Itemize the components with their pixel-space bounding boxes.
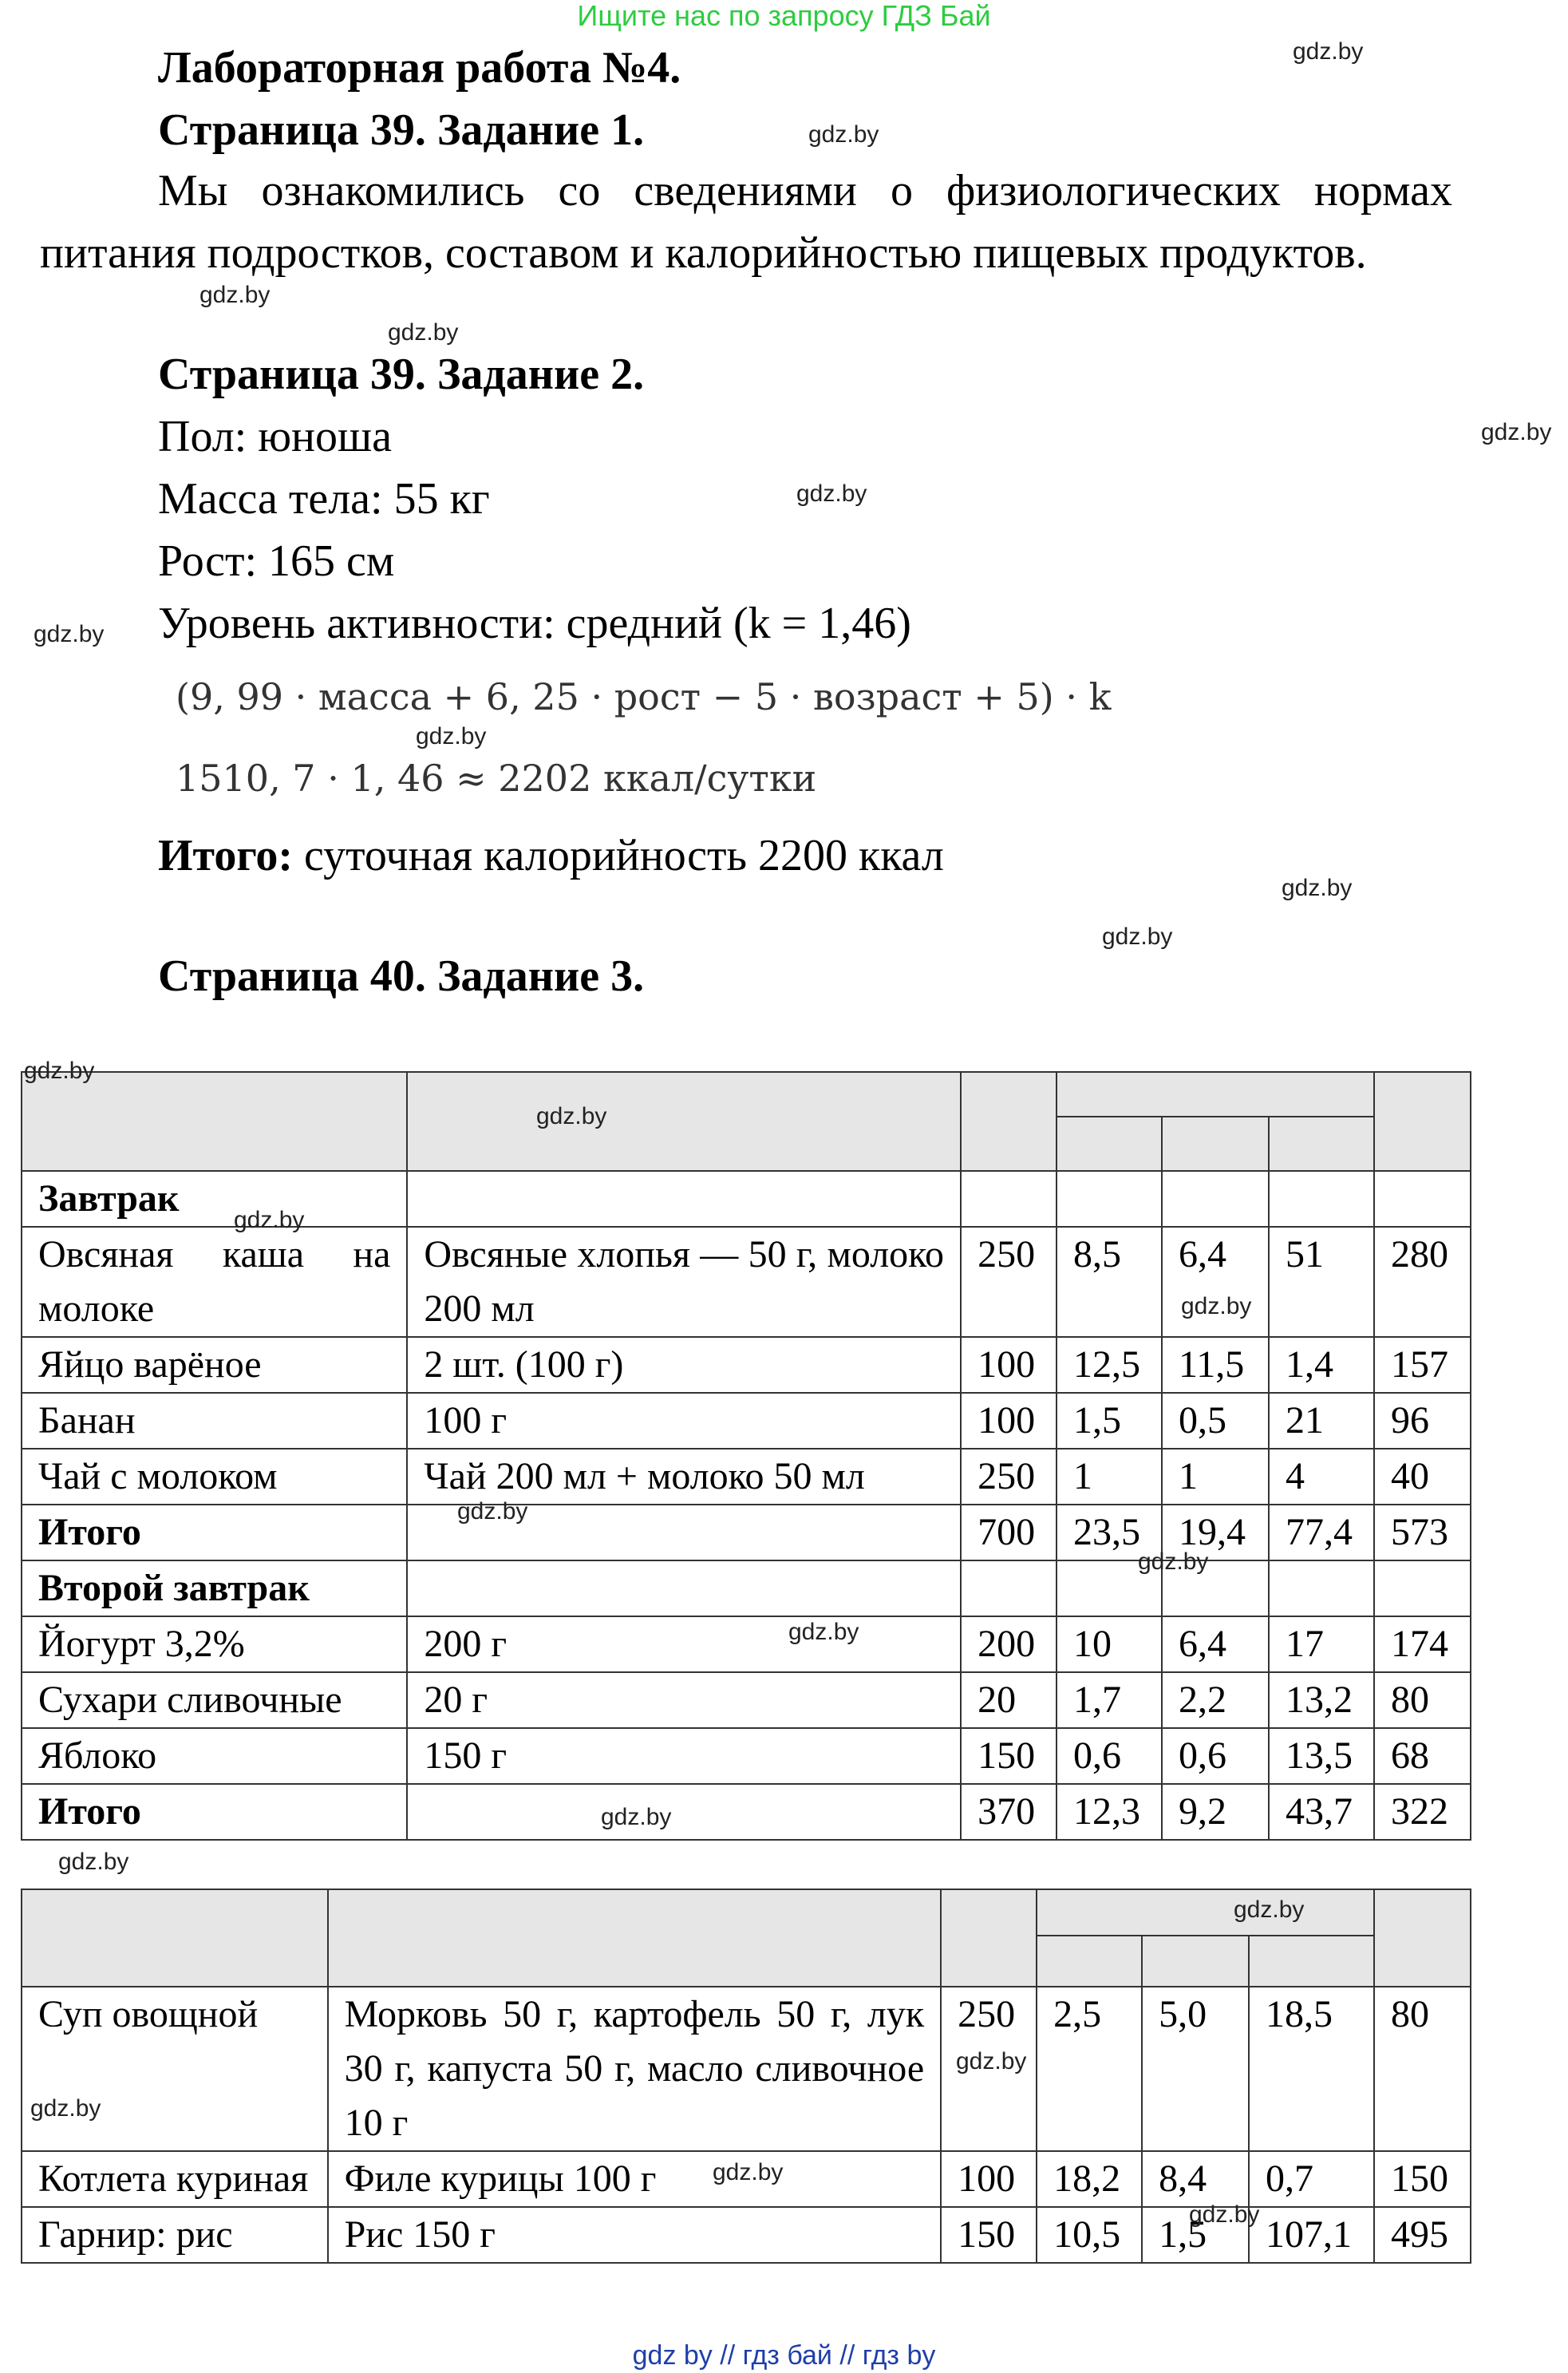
table-cell: 200 г xyxy=(407,1616,961,1672)
table-cell: 100 г xyxy=(407,1393,961,1449)
watermark: gdz.by xyxy=(234,1207,305,1233)
table-cell: 280 xyxy=(1374,1227,1471,1337)
table-cell xyxy=(407,1171,961,1227)
table-cell: 495 xyxy=(1374,2207,1471,2263)
table-cell: 20 xyxy=(961,1672,1057,1728)
table2-header-cell xyxy=(1037,1936,1142,1987)
table-cell: 6,4 xyxy=(1162,1227,1269,1337)
table2-header-cell xyxy=(328,1889,942,1987)
table-cell: 107,1 xyxy=(1249,2207,1374,2263)
table-cell: 700 xyxy=(961,1505,1057,1560)
watermark: gdz.by xyxy=(1189,2201,1260,2228)
table-cell: 2,5 xyxy=(1037,1987,1142,2151)
table2-header-cell xyxy=(1142,1936,1249,1987)
table-cell: 573 xyxy=(1374,1505,1471,1560)
table-cell xyxy=(1057,1171,1162,1227)
watermark: gdz.by xyxy=(1138,1548,1209,1575)
table-cell: 8,5 xyxy=(1057,1227,1162,1337)
table-cell: 80 xyxy=(1374,1672,1471,1728)
watermark: gdz.by xyxy=(1181,1293,1252,1319)
table-cell: 250 xyxy=(961,1449,1057,1505)
table-cell: Йогурт 3,2% xyxy=(22,1616,407,1672)
height-line: Рост: 165 см xyxy=(158,536,395,586)
table-row xyxy=(22,1784,1471,1840)
table-cell: 100 xyxy=(961,1393,1057,1449)
table-cell: 80 xyxy=(1374,1987,1471,2151)
watermark: gdz.by xyxy=(1102,923,1173,950)
table-cell: 11,5 xyxy=(1162,1337,1269,1393)
table1-header-cell xyxy=(1057,1117,1162,1171)
table-cell: 12,3 xyxy=(1057,1784,1162,1840)
table-cell: 322 xyxy=(1374,1784,1471,1840)
watermark: gdz.by xyxy=(457,1498,528,1525)
table-cell: 21 xyxy=(1269,1393,1374,1449)
formula-general: (9, 99 · масса + 6, 25 · рост − 5 · возраст + 5) · k xyxy=(176,675,1112,718)
table2-header-cell xyxy=(1249,1936,1374,1987)
table-cell: 2 шт. (100 г) xyxy=(407,1337,961,1393)
table-cell: 0,7 xyxy=(1249,2151,1374,2207)
watermark: gdz.by xyxy=(388,319,459,346)
watermark: gdz.by xyxy=(416,723,487,749)
task1-line2: питания подростков, составом и калорийностью пищевых продуктов. xyxy=(40,228,1367,278)
table-cell: 9,2 xyxy=(1162,1784,1269,1840)
table-row xyxy=(22,1616,1471,1672)
table1-header-cell xyxy=(1269,1117,1374,1171)
table-cell: Яблоко xyxy=(22,1728,407,1784)
table-cell: 23,5 xyxy=(1057,1505,1162,1560)
table-cell: 20 г xyxy=(407,1672,961,1728)
table-row xyxy=(22,1337,1471,1393)
table-cell: Рис 150 г xyxy=(328,2207,942,2263)
task3-heading: Страница 40. Задание 3. xyxy=(158,951,645,1001)
table1-header-cell xyxy=(1374,1072,1471,1171)
table-cell: Чай 200 мл + молоко 50 мл xyxy=(407,1449,961,1505)
table-cell: 19,4 xyxy=(1162,1505,1269,1560)
activity-line: Уровень активности: средний (k = 1,46) xyxy=(158,599,911,648)
watermark: gdz.by xyxy=(1481,419,1552,445)
table-cell: 0,6 xyxy=(1057,1728,1162,1784)
table-cell: 77,4 xyxy=(1269,1505,1374,1560)
table-cell: Итого xyxy=(22,1505,407,1560)
table-cell: 0,5 xyxy=(1162,1393,1269,1449)
table-cell: 5,0 xyxy=(1142,1987,1249,2151)
table-cell xyxy=(407,1784,961,1840)
table-cell: 150 xyxy=(941,2207,1037,2263)
top-banner[interactable]: Ищите нас по запросу ГДЗ Бай xyxy=(577,0,991,32)
task1-heading: Страница 39. Задание 1. xyxy=(158,105,645,155)
table-cell: 6,4 xyxy=(1162,1616,1269,1672)
table-cell xyxy=(1269,1171,1374,1227)
table-cell xyxy=(1162,1171,1269,1227)
table-cell: 150 xyxy=(961,1728,1057,1784)
table-cell: 200 xyxy=(961,1616,1057,1672)
table2-header-cell xyxy=(1037,1889,1374,1936)
table-cell: Филе курицы 100 г xyxy=(328,2151,942,2207)
table-cell: 68 xyxy=(1374,1728,1471,1784)
table-cell xyxy=(1374,1171,1471,1227)
footer-links[interactable]: gdz by // гдз бай // гдз by xyxy=(632,2340,936,2371)
table-cell xyxy=(1269,1560,1374,1616)
sex-line: Пол: юноша xyxy=(158,412,392,461)
table1-header-cell xyxy=(1162,1117,1269,1171)
table-cell: 157 xyxy=(1374,1337,1471,1393)
table-cell: Котлета куриная xyxy=(22,2151,328,2207)
watermark: gdz.by xyxy=(58,1849,129,1875)
table-row xyxy=(22,1449,1471,1505)
table-cell: 8,4 xyxy=(1142,2151,1249,2207)
table-row xyxy=(22,1505,1471,1560)
table-cell: Банан xyxy=(22,1393,407,1449)
table-cell: Завтрак xyxy=(22,1171,407,1227)
table-cell: Овсяная каша на молоке xyxy=(22,1227,407,1337)
watermark: gdz.by xyxy=(601,1804,672,1830)
table2-header-cell xyxy=(22,1889,328,1987)
table2-header-cell xyxy=(1374,1889,1471,1987)
table-cell: 250 xyxy=(941,1987,1037,2151)
total-label: Итого: xyxy=(158,831,294,880)
watermark: gdz.by xyxy=(713,2159,784,2185)
table-cell: Сухари сливочные xyxy=(22,1672,407,1728)
table-cell xyxy=(961,1560,1057,1616)
table-cell xyxy=(961,1171,1057,1227)
table-cell: Чай с молоком xyxy=(22,1449,407,1505)
table-cell: Итого xyxy=(22,1784,407,1840)
table-cell: 43,7 xyxy=(1269,1784,1374,1840)
table1-header-cell xyxy=(961,1072,1057,1171)
table-cell: 51 xyxy=(1269,1227,1374,1337)
task2-heading: Страница 39. Задание 2. xyxy=(158,350,645,399)
watermark: gdz.by xyxy=(796,481,867,507)
table-cell: 150 г xyxy=(407,1728,961,1784)
table-cell: 96 xyxy=(1374,1393,1471,1449)
table-row xyxy=(22,1227,1471,1337)
mass-line: Масса тела: 55 кг xyxy=(158,474,490,524)
table-cell: 250 xyxy=(961,1227,1057,1337)
table-cell: 1 xyxy=(1162,1449,1269,1505)
table-cell: Яйцо варёное xyxy=(22,1337,407,1393)
table-cell: 18,2 xyxy=(1037,2151,1142,2207)
watermark: gdz.by xyxy=(24,1058,95,1084)
table-cell: 18,5 xyxy=(1249,1987,1374,2151)
table-cell xyxy=(407,1560,961,1616)
table-row xyxy=(22,1672,1471,1728)
table-cell: 1,5 xyxy=(1057,1393,1162,1449)
table-cell: Морковь 50 г, картофель 50 г, лук 30 г, капуста 50 г, масло сливочное 10 г xyxy=(328,1987,942,2151)
table-row xyxy=(22,1728,1471,1784)
watermark: gdz.by xyxy=(808,121,879,148)
table-cell: 10,5 xyxy=(1037,2207,1142,2263)
table1-header-cell xyxy=(22,1072,407,1171)
total-line xyxy=(158,825,944,887)
table-cell: Суп овощной xyxy=(22,1987,328,2151)
table-cell: 100 xyxy=(941,2151,1037,2207)
table-cell: Гарнир: рис xyxy=(22,2207,328,2263)
table-cell: 1 xyxy=(1057,1449,1162,1505)
table-cell: Второй завтрак xyxy=(22,1560,407,1616)
table-cell: 10 xyxy=(1057,1616,1162,1672)
table-cell: 13,2 xyxy=(1269,1672,1374,1728)
table-row xyxy=(22,1393,1471,1449)
table-cell: Овсяные хлопья — 50 г, молоко 200 мл xyxy=(407,1227,961,1337)
table-row xyxy=(22,1560,1471,1616)
watermark: gdz.by xyxy=(199,282,271,308)
table1-header-cell xyxy=(1057,1072,1374,1117)
watermark: gdz.by xyxy=(1282,875,1353,901)
table2-header-cell xyxy=(941,1889,1037,1987)
table-cell: 100 xyxy=(961,1337,1057,1393)
table-cell: 17 xyxy=(1269,1616,1374,1672)
table-row xyxy=(22,1987,1471,2151)
menu-table-1 xyxy=(21,1071,1471,1841)
table-cell: 370 xyxy=(961,1784,1057,1840)
task1-line1: Мы ознакомились со сведениями о физиологических нормах xyxy=(158,166,1452,216)
formula-result: 1510, 7 · 1, 46 ≈ 2202 ккал/сутки xyxy=(176,757,817,800)
table-cell xyxy=(1374,1560,1471,1616)
watermark: gdz.by xyxy=(1234,1896,1305,1923)
table-cell: 40 xyxy=(1374,1449,1471,1505)
watermark: gdz.by xyxy=(30,2095,101,2122)
page-title: Лабораторная работа №4. xyxy=(158,43,681,93)
table-cell: 1,4 xyxy=(1269,1337,1374,1393)
table-cell: 150 xyxy=(1374,2151,1471,2207)
table-cell: 174 xyxy=(1374,1616,1471,1672)
total-text: суточная калорийность 2200 ккал xyxy=(293,831,944,880)
watermark: gdz.by xyxy=(956,2048,1027,2074)
table-cell: 0,6 xyxy=(1162,1728,1269,1784)
table-cell: 1,5 xyxy=(1142,2207,1249,2263)
table-cell: 1,7 xyxy=(1057,1672,1162,1728)
watermark: gdz.by xyxy=(536,1103,607,1129)
table-cell: 12,5 xyxy=(1057,1337,1162,1393)
table-cell: 2,2 xyxy=(1162,1672,1269,1728)
table1-header-row xyxy=(22,1072,1471,1117)
table1-header-cell xyxy=(407,1072,961,1171)
table-cell: 13,5 xyxy=(1269,1728,1374,1784)
watermark: gdz.by xyxy=(34,621,105,647)
watermark: gdz.by xyxy=(788,1619,859,1645)
watermark: gdz.by xyxy=(1293,38,1364,65)
table-cell: 4 xyxy=(1269,1449,1374,1505)
